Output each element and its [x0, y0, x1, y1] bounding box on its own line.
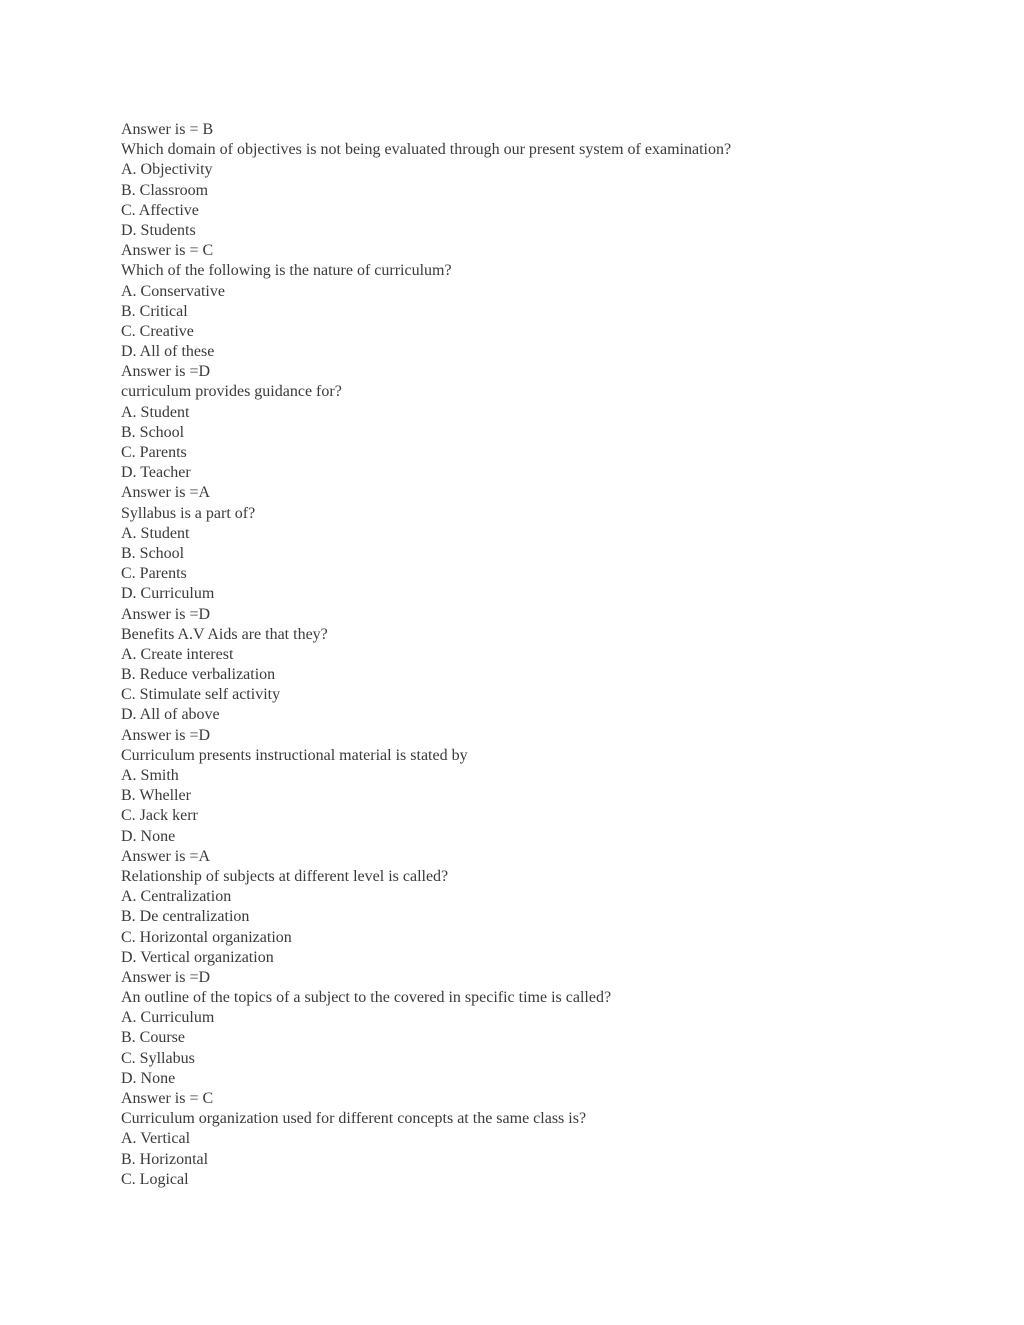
- text-line: D. None: [121, 1069, 176, 1087]
- text-line: Answer is =D: [121, 726, 211, 744]
- text-line: A. Vertical: [121, 1130, 191, 1148]
- text-line: B. De centralization: [121, 908, 250, 926]
- text-line: D. Vertical organization: [121, 948, 274, 966]
- text-line: B. Critical: [121, 302, 188, 320]
- text-line: C. Jack kerr: [121, 807, 198, 825]
- text-line: Curriculum organization used for different concepts at the same class is?: [121, 1110, 587, 1128]
- text-line: C. Logical: [121, 1170, 189, 1188]
- text-line: Answer is = C: [121, 242, 214, 260]
- text-line: curriculum provides guidance for?: [121, 383, 342, 401]
- text-line: B. Classroom: [121, 181, 209, 199]
- text-line: Which of the following is the nature of curriculum?: [121, 262, 452, 280]
- text-line: A. Smith: [121, 767, 179, 784]
- text-line: Answer is =A: [121, 484, 211, 502]
- text-line: B. Wheller: [121, 787, 191, 805]
- text-line: D. Teacher: [121, 464, 191, 482]
- text-line: D. None: [121, 827, 176, 845]
- text-line: C. Parents: [121, 444, 187, 461]
- text-line: Curriculum presents instructional material is stated by: [121, 746, 468, 764]
- text-line: C. Parents: [121, 565, 187, 583]
- text-line: Answer is =D: [121, 363, 211, 381]
- text-line: Syllabus is a part of?: [121, 504, 256, 522]
- text-line: C. Affective: [121, 201, 199, 219]
- text-line: C. Creative: [121, 322, 194, 340]
- text-line: B. Course: [121, 1029, 185, 1047]
- text-line: A. Curriculum: [121, 1009, 215, 1027]
- text-line: A. Student: [121, 524, 190, 542]
- text-line: B. Horizontal: [121, 1150, 209, 1168]
- text-line: A. Centralization: [121, 888, 232, 906]
- text-line: Answer is = B: [121, 121, 214, 138]
- text-line: Answer is = C: [121, 1090, 214, 1107]
- text-line: Relationship of subjects at different level is called?: [121, 867, 449, 885]
- text-line: B. School: [121, 423, 185, 441]
- text-line: An outline of the topics of a subject to the covered in specific time is called?: [121, 989, 612, 1007]
- text-line: C. Horizontal organization: [121, 928, 292, 946]
- text-line: Answer is =D: [121, 968, 211, 986]
- text-line: A. Student: [121, 403, 190, 421]
- text-line: A. Conservative: [121, 282, 225, 300]
- text-line: D. Students: [121, 221, 196, 239]
- text-line: D. All of these: [121, 343, 215, 361]
- text-line: Answer is =A: [121, 847, 211, 865]
- text-line: A. Objectivity: [121, 161, 213, 179]
- text-line: Answer is =D: [121, 605, 211, 623]
- text-line: B. School: [121, 544, 185, 562]
- text-line: D. All of above: [121, 706, 220, 724]
- text-line: C. Syllabus: [121, 1049, 195, 1067]
- text-line: D. Curriculum: [121, 585, 215, 603]
- text-line: A. Create interest: [121, 645, 234, 663]
- text-line: B. Reduce verbalization: [121, 666, 276, 684]
- text-line: Benefits A.V Aids are that they?: [121, 625, 328, 643]
- text-line: C. Stimulate self activity: [121, 686, 281, 704]
- document-page: [121, 120, 981, 1190]
- text-line: Which domain of objectives is not being evaluated through our present system of examination?: [121, 141, 732, 159]
